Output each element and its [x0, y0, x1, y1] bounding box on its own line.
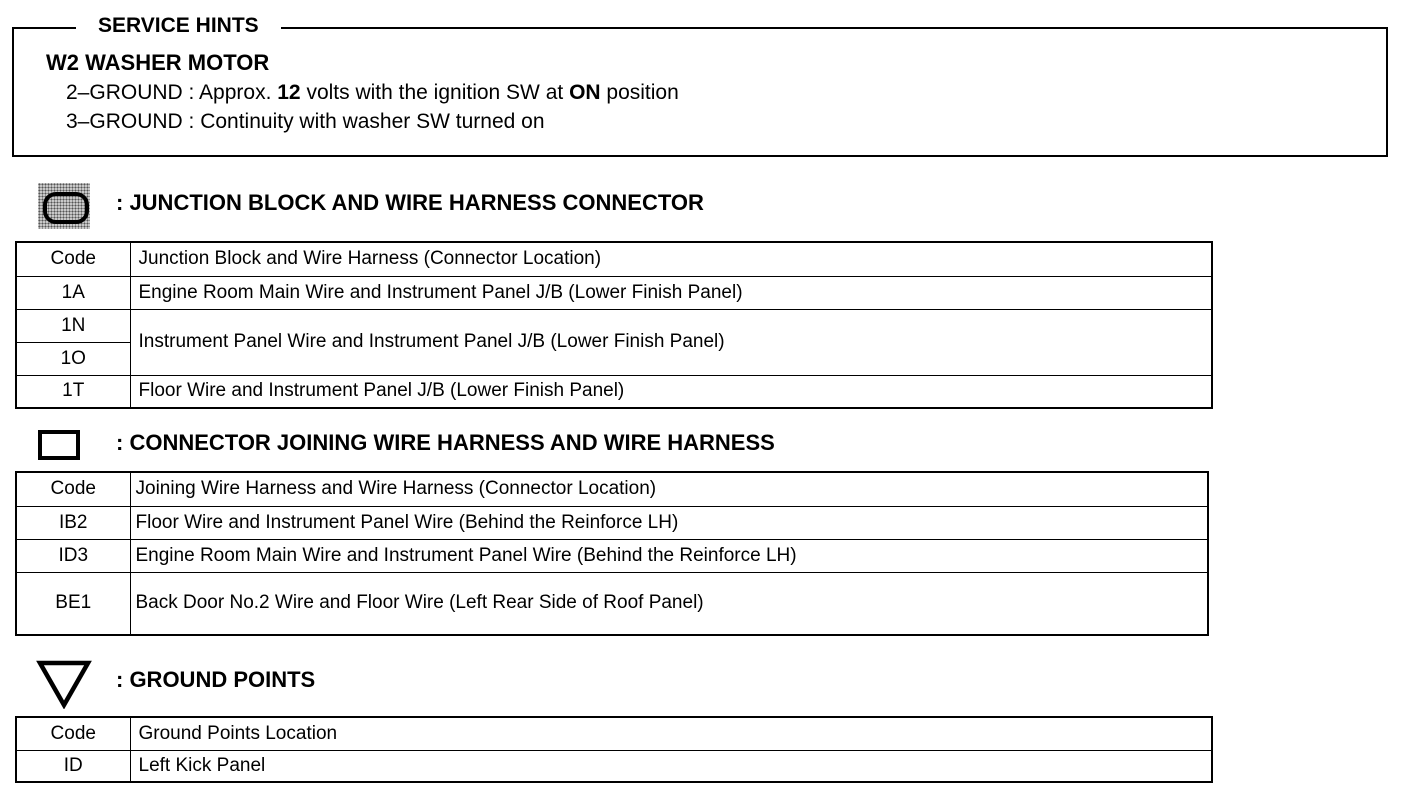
- row-code: BE1: [16, 572, 130, 635]
- row-description: Left Kick Panel: [130, 750, 1212, 782]
- column-header-code: Code: [16, 717, 130, 750]
- row-code: 1A: [16, 276, 130, 309]
- service-hints-title: SERVICE HINTS: [76, 13, 281, 39]
- junction-section-heading: : JUNCTION BLOCK AND WIRE HARNESS CONNECTOR: [116, 190, 704, 215]
- connector-square-icon: [38, 430, 80, 460]
- component-heading: W2 WASHER MOTOR: [46, 50, 270, 75]
- row-description: Floor Wire and Instrument Panel Wire (Behind the Reinforce LH): [130, 506, 1208, 539]
- column-header-description: Junction Block and Wire Harness (Connector Location): [130, 242, 1212, 276]
- row-code: 1O: [16, 342, 130, 375]
- ground-section-heading: : GROUND POINTS: [116, 667, 316, 692]
- row-code: 1T: [16, 375, 130, 408]
- column-header-code: Code: [16, 242, 130, 276]
- hint-line-continuity: 3–GROUND : Continuity with washer SW turned on: [66, 110, 545, 133]
- ground-triangle-icon: [36, 659, 92, 709]
- column-header-code: Code: [16, 472, 130, 506]
- table-row: [16, 276, 1212, 309]
- row-code: ID: [16, 750, 130, 782]
- row-description: Back Door No.2 Wire and Floor Wire (Left Rear Side of Roof Panel): [130, 572, 1208, 635]
- table-row: [16, 375, 1212, 408]
- column-header-description: Joining Wire Harness and Wire Harness (Connector Location): [130, 472, 1208, 506]
- table-header-row: [16, 717, 1212, 750]
- table-header-row: [16, 472, 1208, 506]
- column-header-description: Ground Points Location: [130, 717, 1212, 750]
- table-row: [16, 539, 1208, 572]
- row-description: Engine Room Main Wire and Instrument Panel Wire (Behind the Reinforce LH): [130, 539, 1208, 572]
- connector-table: [15, 471, 1209, 636]
- connector-section-heading: : CONNECTOR JOINING WIRE HARNESS AND WIRE HARNESS: [116, 430, 775, 455]
- table-row: [16, 506, 1208, 539]
- row-code: 1N: [16, 309, 130, 342]
- hint-line-voltage-prefix: 2–GROUND : Approx.: [66, 81, 278, 104]
- row-code: IB2: [16, 506, 130, 539]
- junction-table: [15, 241, 1213, 409]
- row-description: Floor Wire and Instrument Panel J/B (Lower Finish Panel): [130, 375, 1212, 408]
- table-row: [16, 750, 1212, 782]
- ground-table: [15, 716, 1213, 783]
- hint-voltage-value: 12: [277, 81, 301, 104]
- hint-line-voltage: [66, 80, 679, 106]
- junction-block-icon: [38, 183, 90, 229]
- table-row: [16, 309, 1212, 342]
- hint-line-voltage-suffix: position: [600, 81, 679, 104]
- table-row: [16, 572, 1208, 635]
- row-code: ID3: [16, 539, 130, 572]
- table-header-row: [16, 242, 1212, 276]
- row-description: Instrument Panel Wire and Instrument Panel J/B (Lower Finish Panel): [130, 309, 1212, 375]
- hint-line-voltage-middle: volts with the ignition SW at: [300, 81, 570, 104]
- hint-ignition-state: ON: [569, 81, 601, 104]
- row-description: Engine Room Main Wire and Instrument Panel J/B (Lower Finish Panel): [130, 276, 1212, 309]
